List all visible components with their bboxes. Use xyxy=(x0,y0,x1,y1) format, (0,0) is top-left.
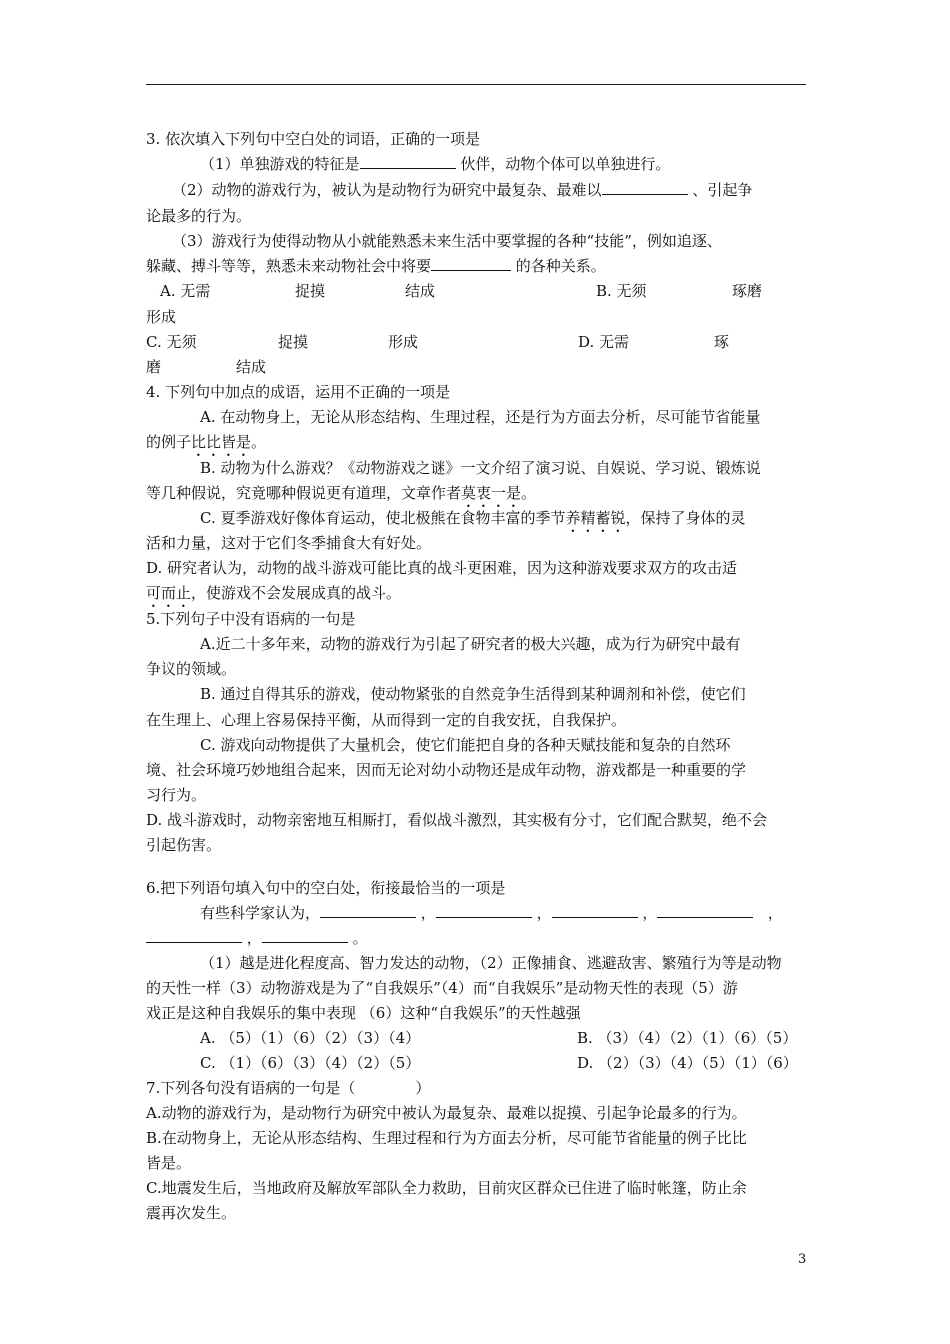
q3-option-b-word2: 琢磨 xyxy=(732,282,763,300)
q6-blank-5 xyxy=(146,928,242,943)
q3-option-a-word3: 结成 xyxy=(405,282,436,300)
q4-option-b-cont: 等几种假说，究竟哪种假说更有道理，文章作者莫衷一是。 xyxy=(146,484,537,502)
q3-option-d: D. 无需 xyxy=(578,333,630,351)
q3-option-b-word3: 形成 xyxy=(146,308,177,326)
q4-option-c: C. 夏季游戏好像体育运动，使北极熊在食物丰富的季节养精蓄锐，保持了身体的灵 xyxy=(200,509,746,527)
q3-blank-1 xyxy=(360,154,456,169)
q6-phrases-3: 戏正是这种自我娱乐的集中表现 （6）这种“自我娱乐”的天性越强 xyxy=(146,1004,581,1022)
q6-blank-4 xyxy=(657,903,753,918)
q7-stem: 7.下列各句没有语病的一句是（ ） xyxy=(146,1079,431,1097)
page-number: 3 xyxy=(798,1252,807,1267)
q5-option-d-cont: 引起伤害。 xyxy=(146,836,222,854)
q4-option-a: A. 在动物身上，无论从形态结构、生理过程，还是行为方面去分析，尽可能节省能量 xyxy=(200,408,761,426)
q6-sentence: 有些科学家认为， ， ， ， ， xyxy=(200,904,783,922)
q3-option-d-cont: 磨 xyxy=(146,358,162,376)
q5-option-b: B. 通过自得其乐的游戏，使动物紧张的自然竞争生活得到某种调剂和补偿，使它们 xyxy=(200,685,746,703)
q3-option-c-word3: 形成 xyxy=(388,333,419,351)
q6-blank-6 xyxy=(262,928,348,943)
q3-option-c-word2: 捉摸 xyxy=(278,333,309,351)
q3-option-a: A. 无需 xyxy=(160,282,211,300)
q6-option-b: B. （3）（4）（2）（1）（6）（5） xyxy=(577,1029,798,1047)
q5-option-d: D. 战斗游戏时，动物亲密地互相厮打，看似战斗激烈，其实极有分寸，它们配合默契，绝不会 xyxy=(146,811,768,829)
q7-option-c-cont: 震再次发生。 xyxy=(146,1204,237,1222)
q3-sentence-1: （1）单独游戏的特征是 伙伴，动物个体可以单独进行。 xyxy=(200,155,671,173)
q5-option-c-cont2: 习行为。 xyxy=(146,786,207,804)
q7-option-a: A.动物的游戏行为，是动物行为研究中被认为最复杂、最难以捉摸、引起争论最多的行为。 xyxy=(146,1104,747,1122)
q6-phrases-2: 的天性一样（3）动物游戏是为了“自我娱乐”（4）而“自我娱乐”是动物天性的表现（5）游 xyxy=(146,979,738,997)
q6-blank-3 xyxy=(552,903,638,918)
q7-option-b-cont: 皆是。 xyxy=(146,1154,192,1172)
q6-blank-2 xyxy=(436,903,532,918)
q6-phrases-1: （1）越是进化程度高、智力发达的动物，（2）正像捕食、逃避敌害、繁殖行为等是动物 xyxy=(200,954,782,972)
q4-stem: 4. 下列句中加点的成语，运用不正确的一项是 xyxy=(146,383,451,401)
q7-option-b: B.在动物身上，无论从形态结构、生理过程和行为方面去分析，尽可能节省能量的例子比比 xyxy=(146,1129,747,1147)
q3-sentence-2: （2）动物的游戏行为，被认为是动物行为研究中最复杂、最难以 、引起争 xyxy=(172,181,753,199)
q5-stem: 5.下列句子中没有语病的一句是 xyxy=(146,610,356,628)
q5-option-c-cont: 境、社会环境巧妙地组合起来，因而无论对幼小动物还是成年动物，游戏都是一种重要的学 xyxy=(146,761,747,779)
q3-option-d-word2: 琢 xyxy=(714,333,730,351)
q4-option-c-cont: 活和力量，这对于它们冬季捕食大有好处。 xyxy=(146,534,432,552)
q7-option-c: C.地震发生后，当地政府及解放军部队全力救助，目前灾区群众已住进了临时帐篷，防止余 xyxy=(146,1179,747,1197)
q5-option-b-cont: 在生理上、心理上容易保持平衡，从而得到一定的自我安抚，自我保护。 xyxy=(146,711,627,729)
q5-option-c: C. 游戏向动物提供了大量机会，使它们能把自身的各种天赋技能和复杂的自然环 xyxy=(200,736,731,754)
q4-option-d-cont: 可而止，使游戏不会发展成真的战斗。 xyxy=(146,584,402,602)
q3-blank-2 xyxy=(602,180,688,195)
q6-option-d: D. （2）（3）（4）（5）（1）（6） xyxy=(577,1054,798,1072)
q3-stem: 3. 依次填入下列句中空白处的词语，正确的一项是 xyxy=(146,130,481,148)
q3-option-c: C. 无须 xyxy=(146,333,197,351)
q5-option-a: A.近二十多年来，动物的游戏行为引起了研究者的极大兴趣，成为行为研究中最有 xyxy=(200,635,741,653)
q4-option-b: B. 动物为什么游戏？《动物游戏之谜》一文介绍了演习说、自娱说、学习说、锻炼说 xyxy=(200,459,761,477)
q5-option-a-cont: 争议的领域。 xyxy=(146,660,237,678)
q3-sentence-3-cont: 躲藏、搏斗等等，熟悉未来动物社会中将要 的各种关系。 xyxy=(146,257,606,275)
q6-stem: 6.把下列语句填入句中的空白处，衔接最恰当的一项是 xyxy=(146,879,506,897)
q3-option-d-word3: 结成 xyxy=(236,358,267,376)
q3-sentence-2-cont: 论最多的行为。 xyxy=(146,207,252,225)
q6-option-a: A. （5）（1）（6）（2）（3）（4） xyxy=(200,1029,421,1047)
q3-option-a-word2: 捉摸 xyxy=(295,282,326,300)
q3-sentence-3: （3）游戏行为使得动物从小就能熟悉未来生活中要掌握的各种“技能”，例如追逐、 xyxy=(172,232,722,250)
q6-sentence-cont: ， 。 xyxy=(146,928,368,948)
header-rule xyxy=(146,84,806,85)
q4-option-d: D. 研究者认为，动物的战斗游戏可能比真的战斗更困难，因为这种游戏要求双方的攻击适 xyxy=(146,559,738,577)
q3-blank-3 xyxy=(431,256,511,271)
q4-option-a-cont: 的例子比比皆是。 xyxy=(146,433,267,451)
q3-option-b: B. 无须 xyxy=(596,282,647,300)
q6-option-c: C. （1）（6）（3）（4）（2）（5） xyxy=(200,1054,421,1072)
q6-blank-1 xyxy=(320,903,416,918)
